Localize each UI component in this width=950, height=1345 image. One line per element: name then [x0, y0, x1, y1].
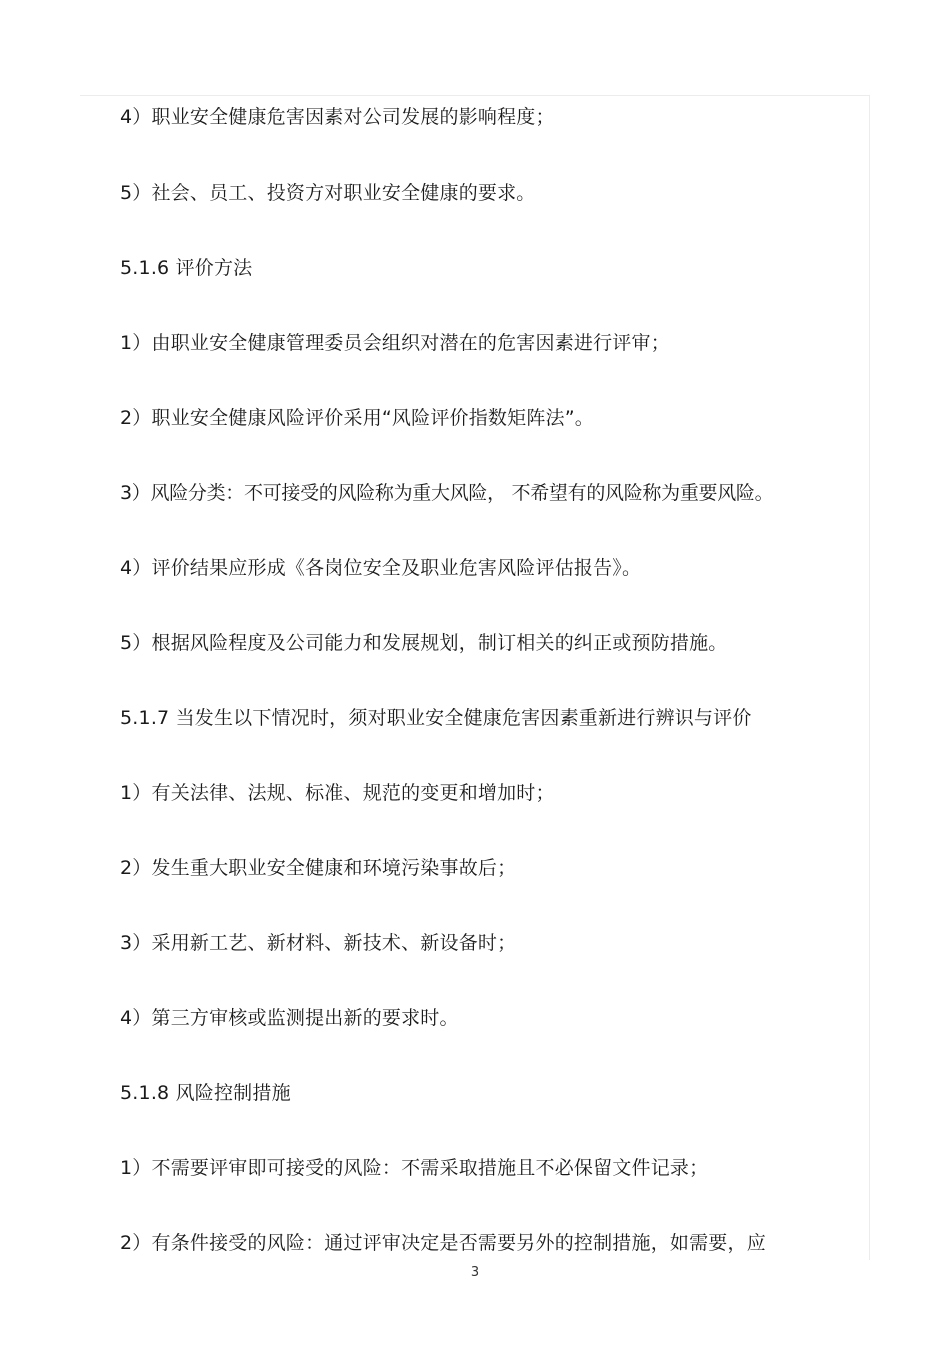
text-line: 1）不需要评审即可接受的风险：不需采取措施且不必保留文件记录； [120, 1157, 709, 1179]
page-right-border [869, 95, 870, 1260]
text-line: 1）由职业安全健康管理委员会组织对潜在的危害因素进行评审； [120, 332, 670, 354]
text-line: 2）职业安全健康风险评价采用“风险评价指数矩阵法”。 [120, 407, 594, 429]
section-heading: 5.1.6 评价方法 [120, 257, 253, 279]
text-line: 1）有关法律、法规、标准、规范的变更和增加时； [120, 782, 555, 804]
text-line: 5）社会、员工、投资方对职业安全健康的要求。 [120, 182, 536, 204]
section-heading: 5.1.7 当发生以下情况时，须对职业安全健康危害因素重新进行辨识与评价 [120, 707, 752, 729]
section-heading: 5.1.8 风险控制措施 [120, 1082, 291, 1104]
text-line: 3）采用新工艺、新材料、新技术、新设备时； [120, 932, 517, 954]
text-line: 3）风险分类：不可接受的风险称为重大风险， 不希望有的风险称为重要风险。 [120, 482, 774, 504]
text-line: 4）第三方审核或监测提出新的要求时。 [120, 1007, 459, 1029]
page-top-border [80, 95, 870, 96]
text-line: 5）根据风险程度及公司能力和发展规划，制订相关的纠正或预防措施。 [120, 632, 728, 654]
text-line: 4）评价结果应形成《各岗位安全及职业危害风险评估报告》。 [120, 557, 642, 579]
page-number: 3 [470, 1265, 480, 1280]
text-line: 4）职业安全健康危害因素对公司发展的影响程度； [120, 106, 555, 128]
text-line: 2）有条件接受的风险：通过评审决定是否需要另外的控制措施，如需要，应 [120, 1232, 766, 1254]
text-line: 2）发生重大职业安全健康和环境污染事故后； [120, 857, 517, 879]
